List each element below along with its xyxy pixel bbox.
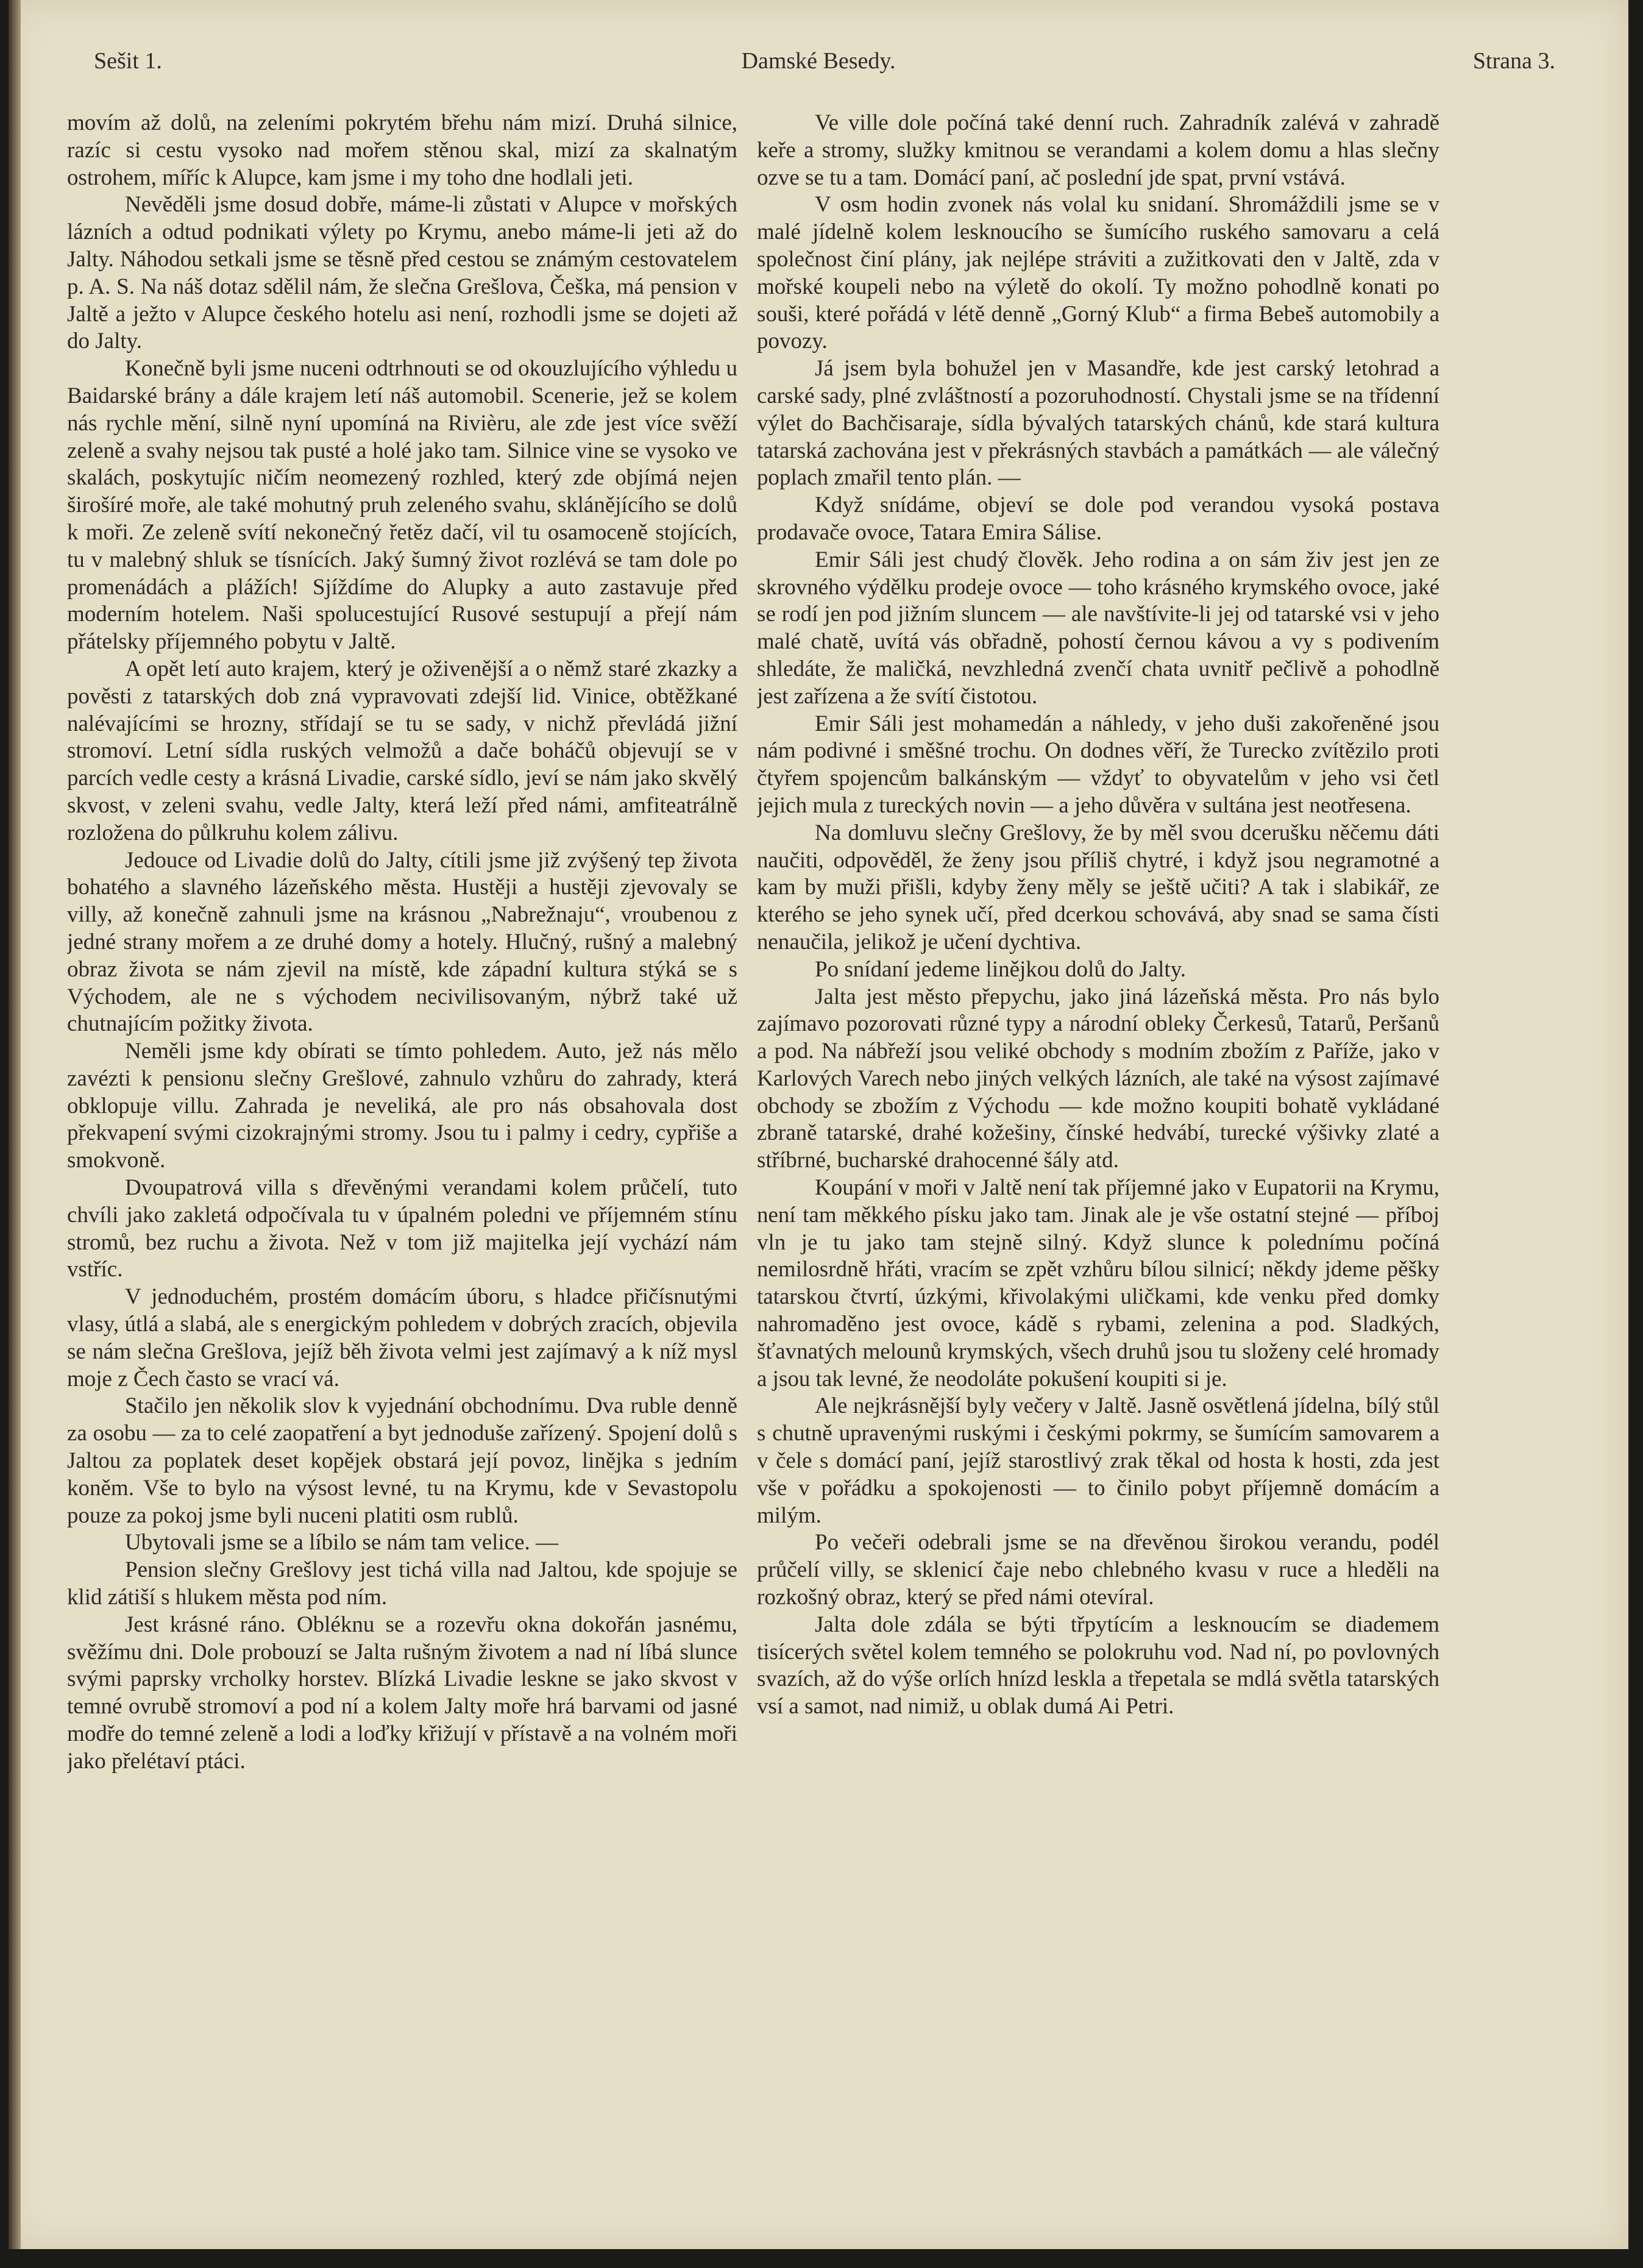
paragraph: movím až dolů, na zeleními pokrytém břehu nám mizí. Druhá silnice, razíc si cestu vysoko nad mořem stěnou skal, mizí za skalnatým ostrohem, míříc k Alupce, kam jsme i my toho dne hodlali jeti. [67, 110, 737, 190]
page-binding-edge [9, 0, 21, 2249]
paragraph: V jednoduchém, prostém domácím úboru, s hladce přičísnutými vlasy, útlá a slabá, ale s energickým pohledem v dobrých zracích, objevila se nám slečna Grešlova, jejíž běh života velmi jest zajímavý a k níž mysl moje z Čech často se vrací vá. [67, 1284, 737, 1392]
paragraph: Emir Sáli jest mohamedán a náhledy, v jeho duši zakořeněné jsou nám podivné i směšné trochu. On dodnes věří, že Turecko zvítězilo proti čtyřem spojencům balkánským — vždyť to obyvatelům v jeho vsi četl jejich mula z tureckých novin — a jeho důvěra v sultána jest neotřesena. [757, 711, 1439, 818]
paragraph: Já jsem byla bohužel jen v Masandře, kde jest carský letohrad a carské sady, plné zvláštností a pozoruhodností. Chystali jsme se na třídenní výlet do Bachčisaraje, sídla bývalých tatarských chánů, kde stará kultura tatarská zachována jest v překrásných stavbách a památkách — ale válečný poplach zmařil tento plán. — [757, 356, 1439, 491]
right-column [757, 110, 1439, 2206]
paragraph: Když snídáme, objeví se dole pod verandou vysoká postava prodavače ovoce, Tatara Emira Sálise. [757, 492, 1439, 545]
paragraph: Konečně byli jsme nuceni odtrhnouti se od okouzlujícího výhledu u Baidarské brány a dále krajem letí náš automobil. Scenerie, jež se kolem nás rychle mění, silně nyní upomíná na Rivièru, ale zde jest více svěží zeleně a svahy nejsou tak pusté a holé jako tam. Silnice vine se vysoko ve skalách, poskytujíc ničím neomezený rozhled, který zde objímá nejen širošíré moře, ale také mohutný pruh zeleného svahu, sklánějícího se dolů k moři. Ze zeleně svítí nekonečný řetěz dačí, vil tu osamoceně stojících, tu v malebný shluk se tísnících. Jaký šumný život rozlévá se tam dole po promenádách a plážích! Sjíždíme do Alupky a auto zastavuje před moderním hotelem. Naši spolucestující Rusové sestupují a přejí nám přátelsky příjemného pobytu v Jaltě. [67, 356, 737, 655]
paragraph: Ve ville dole počíná také denní ruch. Zahradník zalévá v zahradě keře a stromy, služky kmitnou se verandami a kolem domu a hlas slečny ozve se tu a tam. Domácí paní, ač poslední jde spat, první vstává. [757, 110, 1439, 190]
paragraph: Dvoupatrová villa s dřevěnými verandami kolem průčelí, tuto chvíli jako zakletá odpočívala tu v úpalném poledni ve příjemném stínu stromů, bez ruchu a života. Než v tom již majitelka její vychází nám vstříc. [67, 1175, 737, 1282]
paragraph: Jest krásné ráno. Obléknu se a rozevřu okna dokořán jasnému, svěžímu dni. Dole probouzí se Jalta rušným životem a nad ní líbá slunce svými paprsky vrcholky horstev. Blízká Livadie leskne se jako skvost v temné ovrubě stromoví a pod ní a kolem Jalty moře hrá barvami od jasné modře do temné zeleně a lodi a loďky křižují v přístavě a na volném moři jako přelétaví ptáci. [67, 1612, 737, 1774]
paragraph: Stačilo jen několik slov k vyjednání obchodnímu. Dva ruble denně za osobu — za to celé zaopatření a byt jednoduše zařízený. Spojení dolů s Jaltou za poplatek deset kopějek obstará její povoz, linějka s jedním koněm. Vše to bylo na výsost levné, tu na Krymu, kde v Sevastopolu pouze za pokoj jsme byli nuceni platiti osm rublů. [67, 1393, 737, 1528]
paragraph: Po večeři odebrali jsme se na dřevěnou širokou verandu, podél průčelí villy, se sklenicí čaje nebo chlebného kvasu v ruce a hleděli na rozkošný obraz, který se před námi otevíral. [757, 1530, 1439, 1610]
paragraph: Emir Sáli jest chudý člověk. Jeho rodina a on sám živ jest jen ze skrovného výdělku prodeje ovoce — toho krásného krymského ovoce, jaké se rodí jen pod jižním sluncem — ale navštívite-li jej od tatarské vsi v jeho malé chatě, uvítá vás obřadně, pohostí černou kávou a vy s podivením shledáte, že maličká, nevzhledná zvenčí chata uvnitř pečlivě a pohodlně jest zařízena a že svítí čistotou. [757, 547, 1439, 709]
page-number: Strana 3. [1472, 48, 1555, 74]
paragraph: Na domluvu slečny Grešlovy, že by měl svou dcerušku něčemu dáti naučiti, odpověděl, že ženy jsou příliš chytré, i když jsou negramotné a kam by muži přišli, kdyby ženy měly se ještě učiti? A tak i slabikář, ze kterého se jeho synek učí, před dcerkou schovává, aby snad se sama čísti nenaučila, jelikož je učení dychtiva. [757, 820, 1439, 954]
paragraph: Jedouce od Livadie dolů do Jalty, cítili jsme již zvýšený tep života bohatého a slavného lázeňského města. Hustěji a hustěji zjevovaly se villy, až konečně zahnuli jsme na krásnou „Nabrežnaju“, vroubenou z jedné strany mořem a ze druhé domy a hotely. Hlučný, rušný a malebný obraz života se nám zjevil na místě, kde západní kultura stýká se s Východem, ale ne s východem necivilisovaným, nýbrž také už chutnajícím požitky života. [67, 847, 737, 1037]
paragraph: Koupání v moři v Jaltě není tak příjemné jako v Eupatorii na Krymu, není tam měkkého písku jako tam. Jinak ale je vše ostatní stejné — příboj vln je tu jako tam stejně silný. Když slunce k polednímu počíná nemilosrdně hřáti, vracím se zpět vzhůru bílou silnicí; někdy jdeme pěšky tatarskou čtvrtí, úzkými, křivolakými uličkami, kde venku před domky nahromaděno jest ovoce, kádě s rybami, zelenina a pod. Sladkých, šťavnatých melounů krymských, všech druhů jsou tu složeny celé hromady a jsou tak levné, že neodoláte pokušení koupiti si je. [757, 1175, 1439, 1392]
paragraph: Pension slečny Grešlovy jest tichá villa nad Jaltou, kde spojuje se klid zátiší s hlukem města pod ním. [67, 1557, 737, 1610]
paragraph: Jalta jest město přepychu, jako jiná lázeňská města. Pro nás bylo zajímavo pozorovati různé typy a národní obleky Čerkesů, Tatarů, Peršanů a pod. Na nábřeží jsou veliké obchody s modním zbožím z Paříže, jako v Karlových Varech nebo jiných velkých lázních, ale také na výsost zajímavé obchody se zbožím z Východu — kde možno koupiti bohatě vykládané zbraně tatarské, drahé kožešiny, čínské hedvábí, turecké výšivky zlaté a stříbrné, bucharské drahocenné šály atd. [757, 984, 1439, 1173]
magazine-title: Damské Besedy. [741, 48, 896, 74]
paragraph: Neměli jsme kdy obírati se tímto pohledem. Auto, jež nás mělo zavézti k pensionu slečny Grešlové, zahnulo vzhůru do zahrady, která obklopuje villu. Zahrada je neveliká, ale pro nás obsahovala dost překvapení svými cizokrajnými stromy. Jsou tu i palmy i cedry, cypřiše a smokvoně. [67, 1039, 737, 1173]
issue-number: Sešit 1. [94, 48, 162, 74]
magazine-page [9, 0, 1628, 2249]
paragraph: A opět letí auto krajem, který je oživenější a o němž staré zkazky a pověsti z tatarských dob zná vypravovati zdejší lid. Vinice, obtěžkané nalévajícími se hrozny, střídají se tu se sady, v nichž převládá jižní stromoví. Letní sídla ruských velmožů a dače boháčů objevují se v parcích vedle cesty a krásná Livadie, carské sídlo, jeví se nám jako skvělý skvost, v zeleni svahu, vedle Jalty, která leží před námi, amfiteatrálně rozložena do půlkruhu kolem zálivu. [67, 656, 737, 845]
paragraph: Nevěděli jsme dosud dobře, máme-li zůstati v Alupce v mořských lázních a odtud podnikati výlety po Krymu, anebo máme-li jeti až do Jalty. Náhodou setkali jsme se těsně před cestou se známým cestovatelem p. A. S. Na náš dotaz sdělil nám, že slečna Grešlova, Češka, má pension v Jaltě a ježto v Alupce českého hotelu asi není, rozhodli jsme se dojeti až do Jalty. [67, 192, 737, 354]
page-header [82, 43, 1555, 79]
left-column [67, 110, 737, 2206]
paragraph: Jalta dole zdála se býti třpytícím a lesknoucím se diademem tisícerých světel kolem temného se polokruhu vod. Nad ní, po povlovných svazích, až do výše orlích hnízd leskla a třepetala se mdlá světla tatarských vsí a samot, nad nimiž, u oblak dumá Ai Petri. [757, 1612, 1439, 1719]
paragraph: V osm hodin zvonek nás volal ku snidaní. Shromáždili jsme se v malé jídelně kolem lesknoucího se šumícího ruského samovaru a celá společnost činí plány, jak nejlépe stráviti a zužitkovati den v Jaltě, zda v mořské koupeli nebo na výletě do okolí. Ty možno pohodlně konati po souši, které pořádá v létě denně „Gorný Klub“ a firma Bebeš automobily a povozy. [757, 192, 1439, 354]
paragraph: Ale nejkrásnější byly večery v Jaltě. Jasně osvětlená jídelna, bílý stůl s chutně upravenými ruskými i českými pokrmy, se šumícím samovarem a v čele s domácí paní, jejíž starostlivý zrak těkal od hosta k hosti, zda jest vše v pořádku a spokojenosti — to činilo pobyt příjemně domácím a milým. [757, 1393, 1439, 1528]
paragraph: Ubytovali jsme se a líbilo se nám tam velice. — [125, 1530, 559, 1555]
paragraph: Po snídaní jedeme linějkou dolů do Jalty. [815, 956, 1187, 982]
